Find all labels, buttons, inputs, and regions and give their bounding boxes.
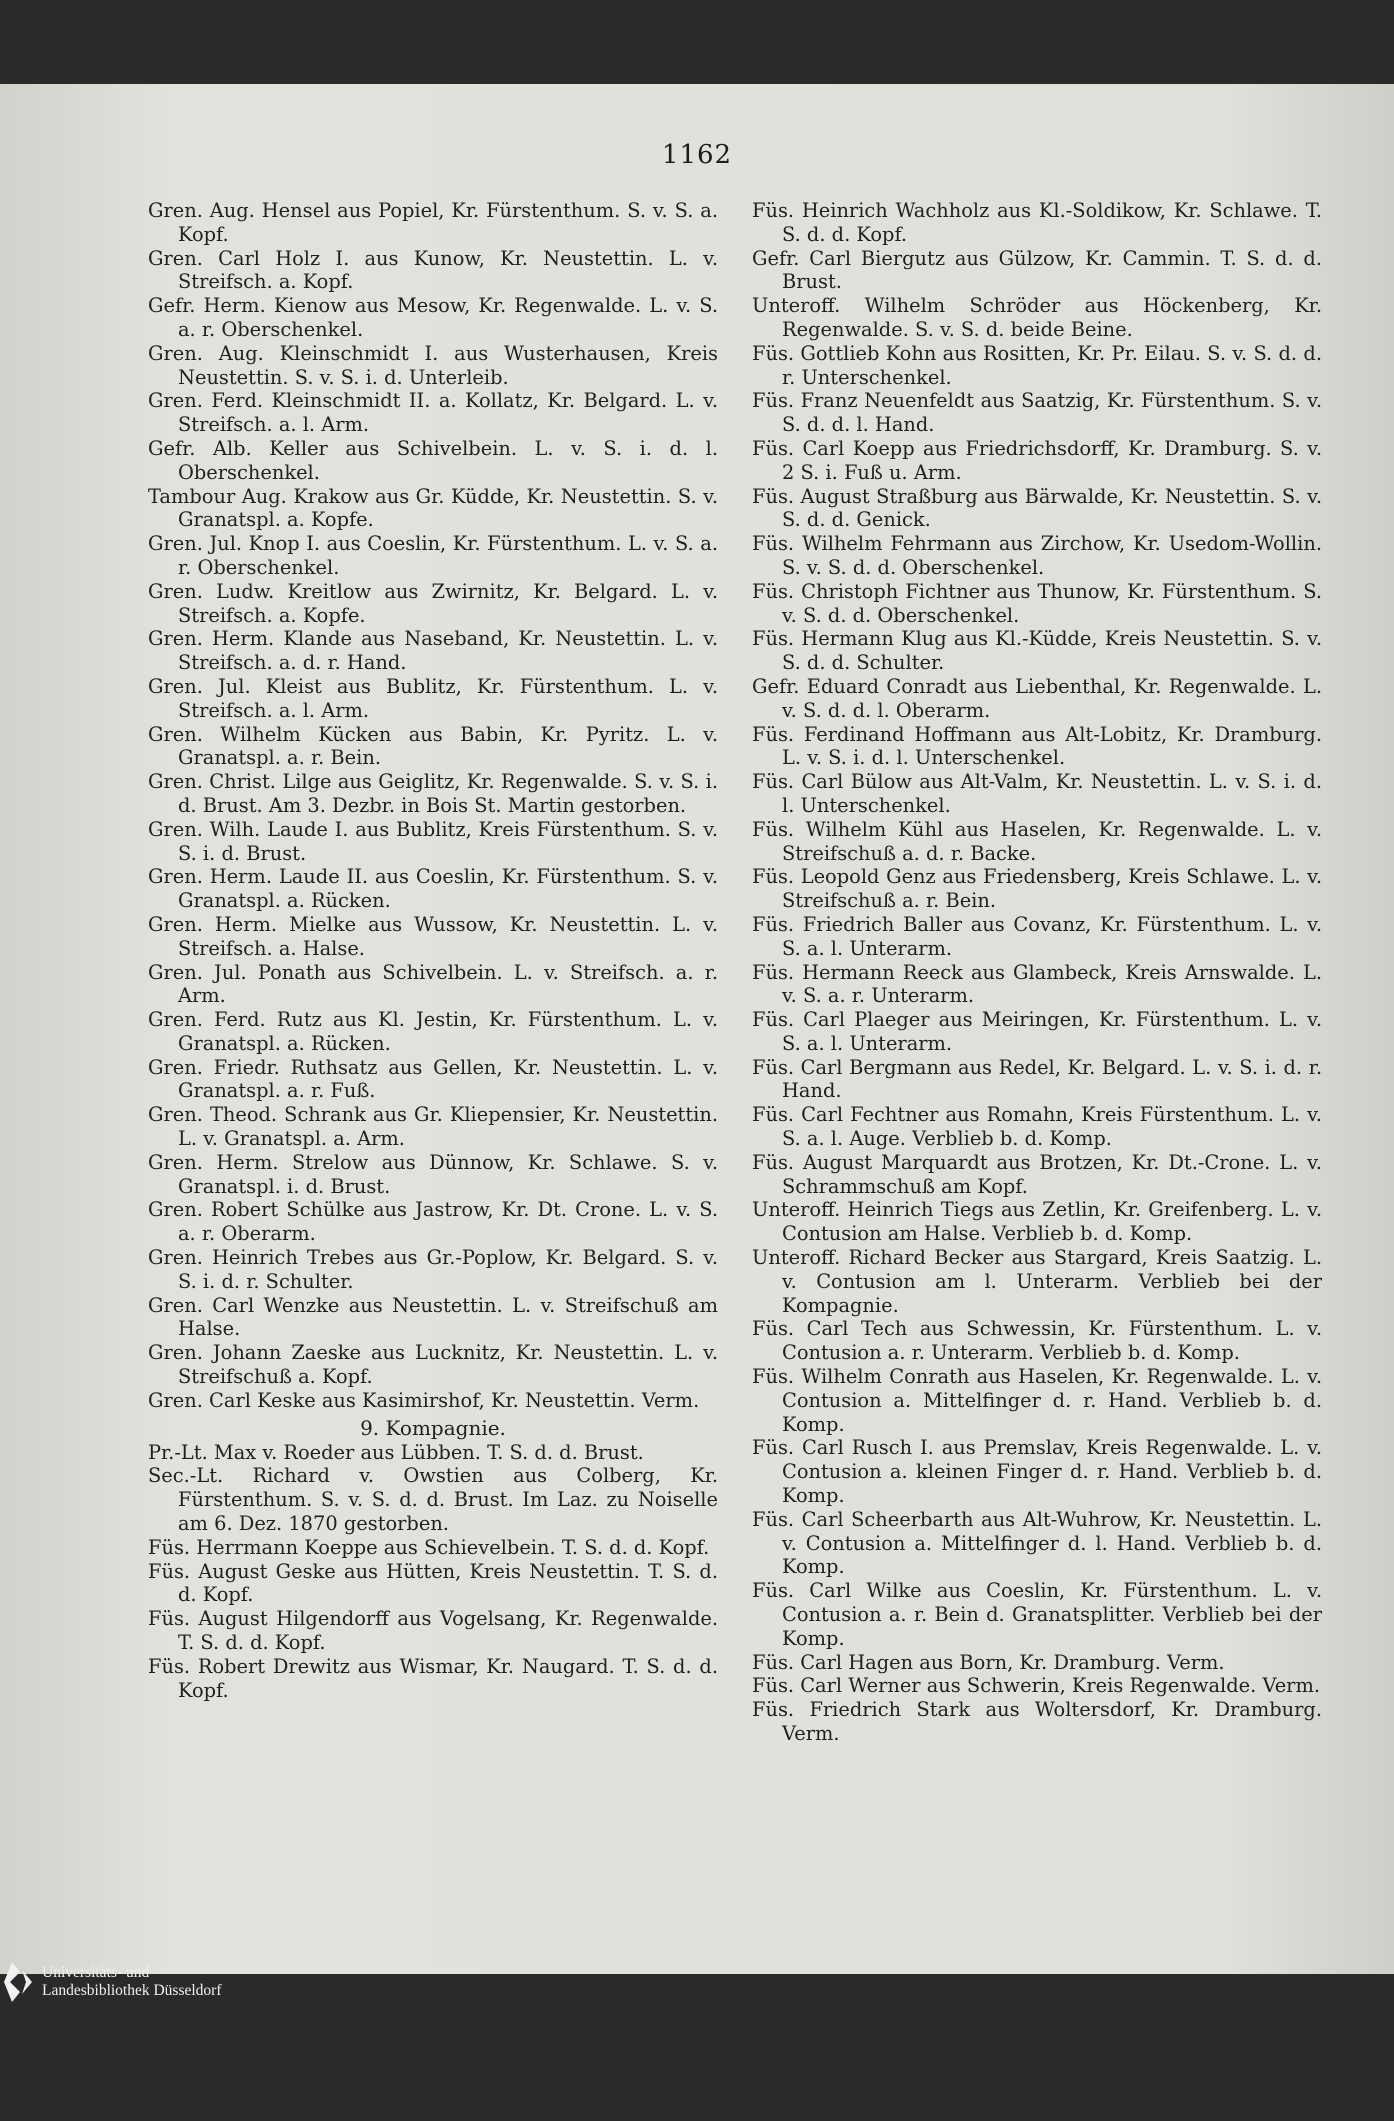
casualty-entry: Füs. Hermann Reeck aus Glambeck, Kreis Arnswalde. L. v. S. a. r. Unterarm. (752, 960, 1322, 1008)
casualty-entry: Füs. Carl Werner aus Schwerin, Kreis Regenwalde. Verm. (752, 1674, 1320, 1698)
casualty-entry: Gefr. Eduard Conradt aus Liebenthal, Kr. Regenwalde. L. v. S. d. d. l. Oberarm. (752, 674, 1322, 722)
casualty-entry: Füs. Robert Drewitz aus Wismar, Kr. Naugard. T. S. d. d. Kopf. (148, 1654, 718, 1702)
left-entries-2 (148, 1441, 718, 1703)
casualty-entry: Gefr. Alb. Keller aus Schivelbein. L. v. S. i. d. l. Oberschenkel. (148, 436, 718, 484)
casualty-entry: Füs. Leopold Genz aus Friedensberg, Kreis Schlawe. L. v. Streifschuß a. r. Bein. (752, 865, 1322, 913)
casualty-entry: Gren. Carl Wenzke aus Neustettin. L. v. Streifschuß am Halse. (148, 1293, 718, 1341)
casualty-entry: Füs. Carl Bülow aus Alt-Valm, Kr. Neustettin. L. v. S. i. d. l. Unterschenkel. (752, 770, 1322, 817)
casualty-entry: Füs. August Straßburg aus Bärwalde, Kr. Neustettin. S. v. S. d. d. Genick. (752, 484, 1322, 532)
ulb-duesseldorf-logo-icon (2, 1960, 36, 2004)
casualty-entry: Gren. Jul. Knop I. aus Coeslin, Kr. Fürstenthum. L. v. S. a. r. Oberschenkel. (148, 532, 718, 579)
casualty-entry: Gren. Friedr. Ruthsatz aus Gellen, Kr. Neustettin. L. v. Granatspl. a. r. Fuß. (148, 1055, 718, 1103)
casualty-entry: Füs. Ferdinand Hoffmann aus Alt-Lobitz, Kr. Dramburg. L. v. S. i. d. l. Unterschenkel. (752, 722, 1322, 770)
casualty-entry: Gren. Aug. Hensel aus Popiel, Kr. Fürstenthum. S. v. S. a. Kopf. (148, 199, 718, 246)
casualty-entry: Füs. Franz Neuenfeldt aus Saatzig, Kr. Fürstenthum. S. v. S. d. d. l. Hand. (752, 389, 1322, 437)
casualty-entry: Gren. Carl Holz I. aus Kunow, Kr. Neustettin. L. v. Streifsch. a. Kopf. (148, 246, 718, 294)
casualty-entry: Füs. Wilhelm Conrath aus Haselen, Kr. Regenwalde. L. v. Contusion a. Mittelfinger d. r. Hand. Verblieb b. d. Komp. (752, 1365, 1322, 1436)
casualty-entry: Füs. Christoph Fichtner aus Thunow, Kr. Fürstenthum. S. v. S. d. d. Oberschenkel. (752, 579, 1322, 627)
right-entries (752, 199, 1322, 1746)
casualty-entry: Gren. Ferd. Kleinschmidt II. a. Kollatz, Kr. Belgard. L. v. Streifsch. a. l. Arm. (148, 389, 718, 437)
casualty-entry: Gren. Robert Schülke aus Jastrow, Kr. Dt. Crone. L. v. S. a. r. Oberarm. (148, 1198, 718, 1246)
casualty-entry: Gren. Ferd. Rutz aus Kl. Jestin, Kr. Fürstenthum. L. v. Granatspl. a. Rücken. (148, 1008, 718, 1055)
casualty-entry: Gren. Herm. Klande aus Naseband, Kr. Neustettin. L. v. Streifsch. a. d. r. Hand. (148, 627, 718, 675)
casualty-entry: Sec.-Lt. Richard v. Owstien aus Colberg, Kr. Fürstenthum. S. v. S. d. d. Brust. Im Laz. zu Noiselle am 6. Dez. 1870 gestorben. (148, 1464, 718, 1536)
company-heading: 9. Kompagnie. (360, 1415, 506, 1440)
casualty-entry: Gren. Heinrich Trebes aus Gr.-Poplow, Kr. Belgard. S. v. S. i. d. r. Schulter. (148, 1246, 718, 1293)
casualty-entry: Füs. Carl Tech aus Schwessin, Kr. Fürstenthum. L. v. Contusion a. r. Unterarm. Verblieb b. d. Komp. (752, 1317, 1322, 1365)
casualty-entry: Füs. Carl Hagen aus Born, Kr. Dramburg. Verm. (752, 1650, 1225, 1674)
logo-line-2: Landesbibliothek Düsseldorf (42, 1982, 222, 1999)
casualty-entry: Gren. Jul. Kleist aus Bublitz, Kr. Fürstenthum. L. v. Streifsch. a. l. Arm. (148, 674, 718, 722)
casualty-entry: Füs. Carl Bergmann aus Redel, Kr. Belgard. L. v. S. i. d. r. Hand. (752, 1055, 1322, 1103)
right-column (752, 199, 1322, 1746)
casualty-entry: Tambour Aug. Krakow aus Gr. Küdde, Kr. Neustettin. S. v. Granatspl. a. Kopfe. (148, 484, 718, 532)
casualty-entry: Füs. Friedrich Stark aus Woltersdorf, Kr. Dramburg. Verm. (752, 1698, 1322, 1745)
scanned-page (0, 84, 1394, 1974)
casualty-entry: Gren. Johann Zaeske aus Lucknitz, Kr. Neustettin. L. v. Streifschuß a. Kopf. (148, 1341, 718, 1389)
casualty-entry: Gren. Carl Keske aus Kasimirshof, Kr. Neustettin. Verm. (148, 1388, 700, 1412)
casualty-entry: Gren. Ludw. Kreitlow aus Zwirnitz, Kr. Belgard. L. v. Streifsch. a. Kopfe. (148, 579, 718, 627)
casualty-entry: Gren. Herm. Mielke aus Wussow, Kr. Neustettin. L. v. Streifsch. a. Halse. (148, 912, 718, 960)
casualty-entry: Unteroff. Richard Becker aus Stargard, Kreis Saatzig. L. v. Contusion am l. Unterarm. Verblieb bei der Kompagnie. (752, 1246, 1322, 1317)
casualty-entry: Pr.-Lt. Max v. Roeder aus Lübben. T. S. d. d. Brust. (148, 1440, 644, 1464)
casualty-entry: Gren. Wilhelm Kücken aus Babin, Kr. Pyritz. L. v. Granatspl. a. r. Bein. (148, 722, 718, 770)
casualty-entry: Füs. Hermann Klug aus Kl.-Küdde, Kreis Neustettin. S. v. S. d. d. Schulter. (752, 627, 1322, 675)
casualty-entry: Gren. Christ. Lilge aus Geiglitz, Kr. Regenwalde. S. v. S. i. d. Brust. Am 3. Dezbr. in Bois St. Martin gestorben. (148, 770, 718, 817)
casualty-entry: Füs. Heinrich Wachholz aus Kl.-Soldikow, Kr. Schlawe. T. S. d. d. Kopf. (752, 199, 1322, 246)
casualty-entry: Füs. Carl Scheerbarth aus Alt-Wuhrow, Kr. Neustettin. L. v. Contusion a. Mittelfinger d. l. Hand. Verblieb b. d. Komp. (752, 1507, 1322, 1579)
casualty-entry: Füs. Carl Rusch I. aus Premslav, Kreis Regenwalde. L. v. Contusion a. kleinen Finger d. r. Hand. Verblieb b. d. Komp. (752, 1436, 1322, 1508)
casualty-entry: Füs. Carl Plaeger aus Meiringen, Kr. Fürstenthum. L. v. S. a. l. Unterarm. (752, 1008, 1322, 1055)
casualty-entry: Füs. Gottlieb Kohn aus Rositten, Kr. Pr. Eilau. S. v. S. d. d. r. Unterschenkel. (752, 341, 1322, 389)
casualty-entry: Füs. Herrmann Koeppe aus Schievelbein. T. S. d. d. Kopf. (148, 1535, 710, 1559)
casualty-entry: Füs. Friedrich Baller aus Covanz, Kr. Fürstenthum. L. v. S. a. l. Unterarm. (752, 912, 1322, 960)
left-column (148, 199, 718, 1702)
casualty-entry: Füs. August Marquardt aus Brotzen, Kr. Dt.-Crone. L. v. Schrammschuß am Kopf. (752, 1150, 1322, 1198)
casualty-entry: Füs. August Hilgendorff aus Vogelsang, Kr. Regenwalde. T. S. d. d. Kopf. (148, 1607, 718, 1655)
casualty-entry: Gefr. Carl Biergutz aus Gülzow, Kr. Cammin. T. S. d. d. Brust. (752, 246, 1322, 294)
casualty-entry: Unteroff. Wilhelm Schröder aus Höckenberg, Kr. Regenwalde. S. v. S. d. beide Beine. (752, 294, 1322, 341)
library-logo (0, 1958, 320, 2006)
casualty-entry: Gren. Wilh. Laude I. aus Bublitz, Kreis Fürstenthum. S. v. S. i. d. Brust. (148, 817, 718, 865)
casualty-entry: Gren. Herm. Strelow aus Dünnow, Kr. Schlawe. S. v. Granatspl. i. d. Brust. (148, 1150, 718, 1198)
casualty-entry: Gren. Herm. Laude II. aus Coeslin, Kr. Fürstenthum. S. v. Granatspl. a. Rücken. (148, 865, 718, 913)
casualty-entry: Füs. Wilhelm Kühl aus Haselen, Kr. Regenwalde. L. v. Streifschuß a. d. r. Backe. (752, 817, 1322, 865)
page-number: 1162 (661, 140, 733, 170)
casualty-entry: Füs. Carl Koepp aus Friedrichsdorff, Kr. Dramburg. S. v. 2 S. i. Fuß u. Arm. (752, 436, 1322, 484)
casualty-entry: Füs. Carl Fechtner aus Romahn, Kreis Fürstenthum. L. v. S. a. l. Auge. Verblieb b. d. Komp. (752, 1103, 1322, 1151)
casualty-entry: Gren. Jul. Ponath aus Schivelbein. L. v. Streifsch. a. r. Arm. (148, 960, 718, 1008)
casualty-entry: Gren. Aug. Kleinschmidt I. aus Wusterhausen, Kreis Neustettin. S. v. S. i. d. Unterleib. (148, 341, 718, 389)
casualty-entry: Füs. Carl Wilke aus Coeslin, Kr. Fürstenthum. L. v. Contusion a. r. Bein d. Granatsplitter. Verblieb bei der Komp. (752, 1579, 1322, 1650)
casualty-entry: Gefr. Herm. Kienow aus Mesow, Kr. Regenwalde. L. v. S. a. r. Oberschenkel. (148, 294, 718, 341)
casualty-entry: Gren. Theod. Schrank aus Gr. Kliepensier, Kr. Neustettin. L. v. Granatspl. a. Arm. (148, 1103, 718, 1151)
logo-line-1: Universitäts- und (42, 1964, 150, 1981)
casualty-entry: Unteroff. Heinrich Tiegs aus Zetlin, Kr. Greifenberg. L. v. Contusion am Halse. Verblieb b. d. Komp. (752, 1198, 1322, 1246)
casualty-entry: Füs. August Geske aus Hütten, Kreis Neustettin. T. S. d. d. Kopf. (148, 1559, 718, 1607)
left-entries (148, 199, 718, 1413)
casualty-entry: Füs. Wilhelm Fehrmann aus Zirchow, Kr. Usedom-Wollin. S. v. S. d. d. Oberschenkel. (752, 532, 1322, 579)
